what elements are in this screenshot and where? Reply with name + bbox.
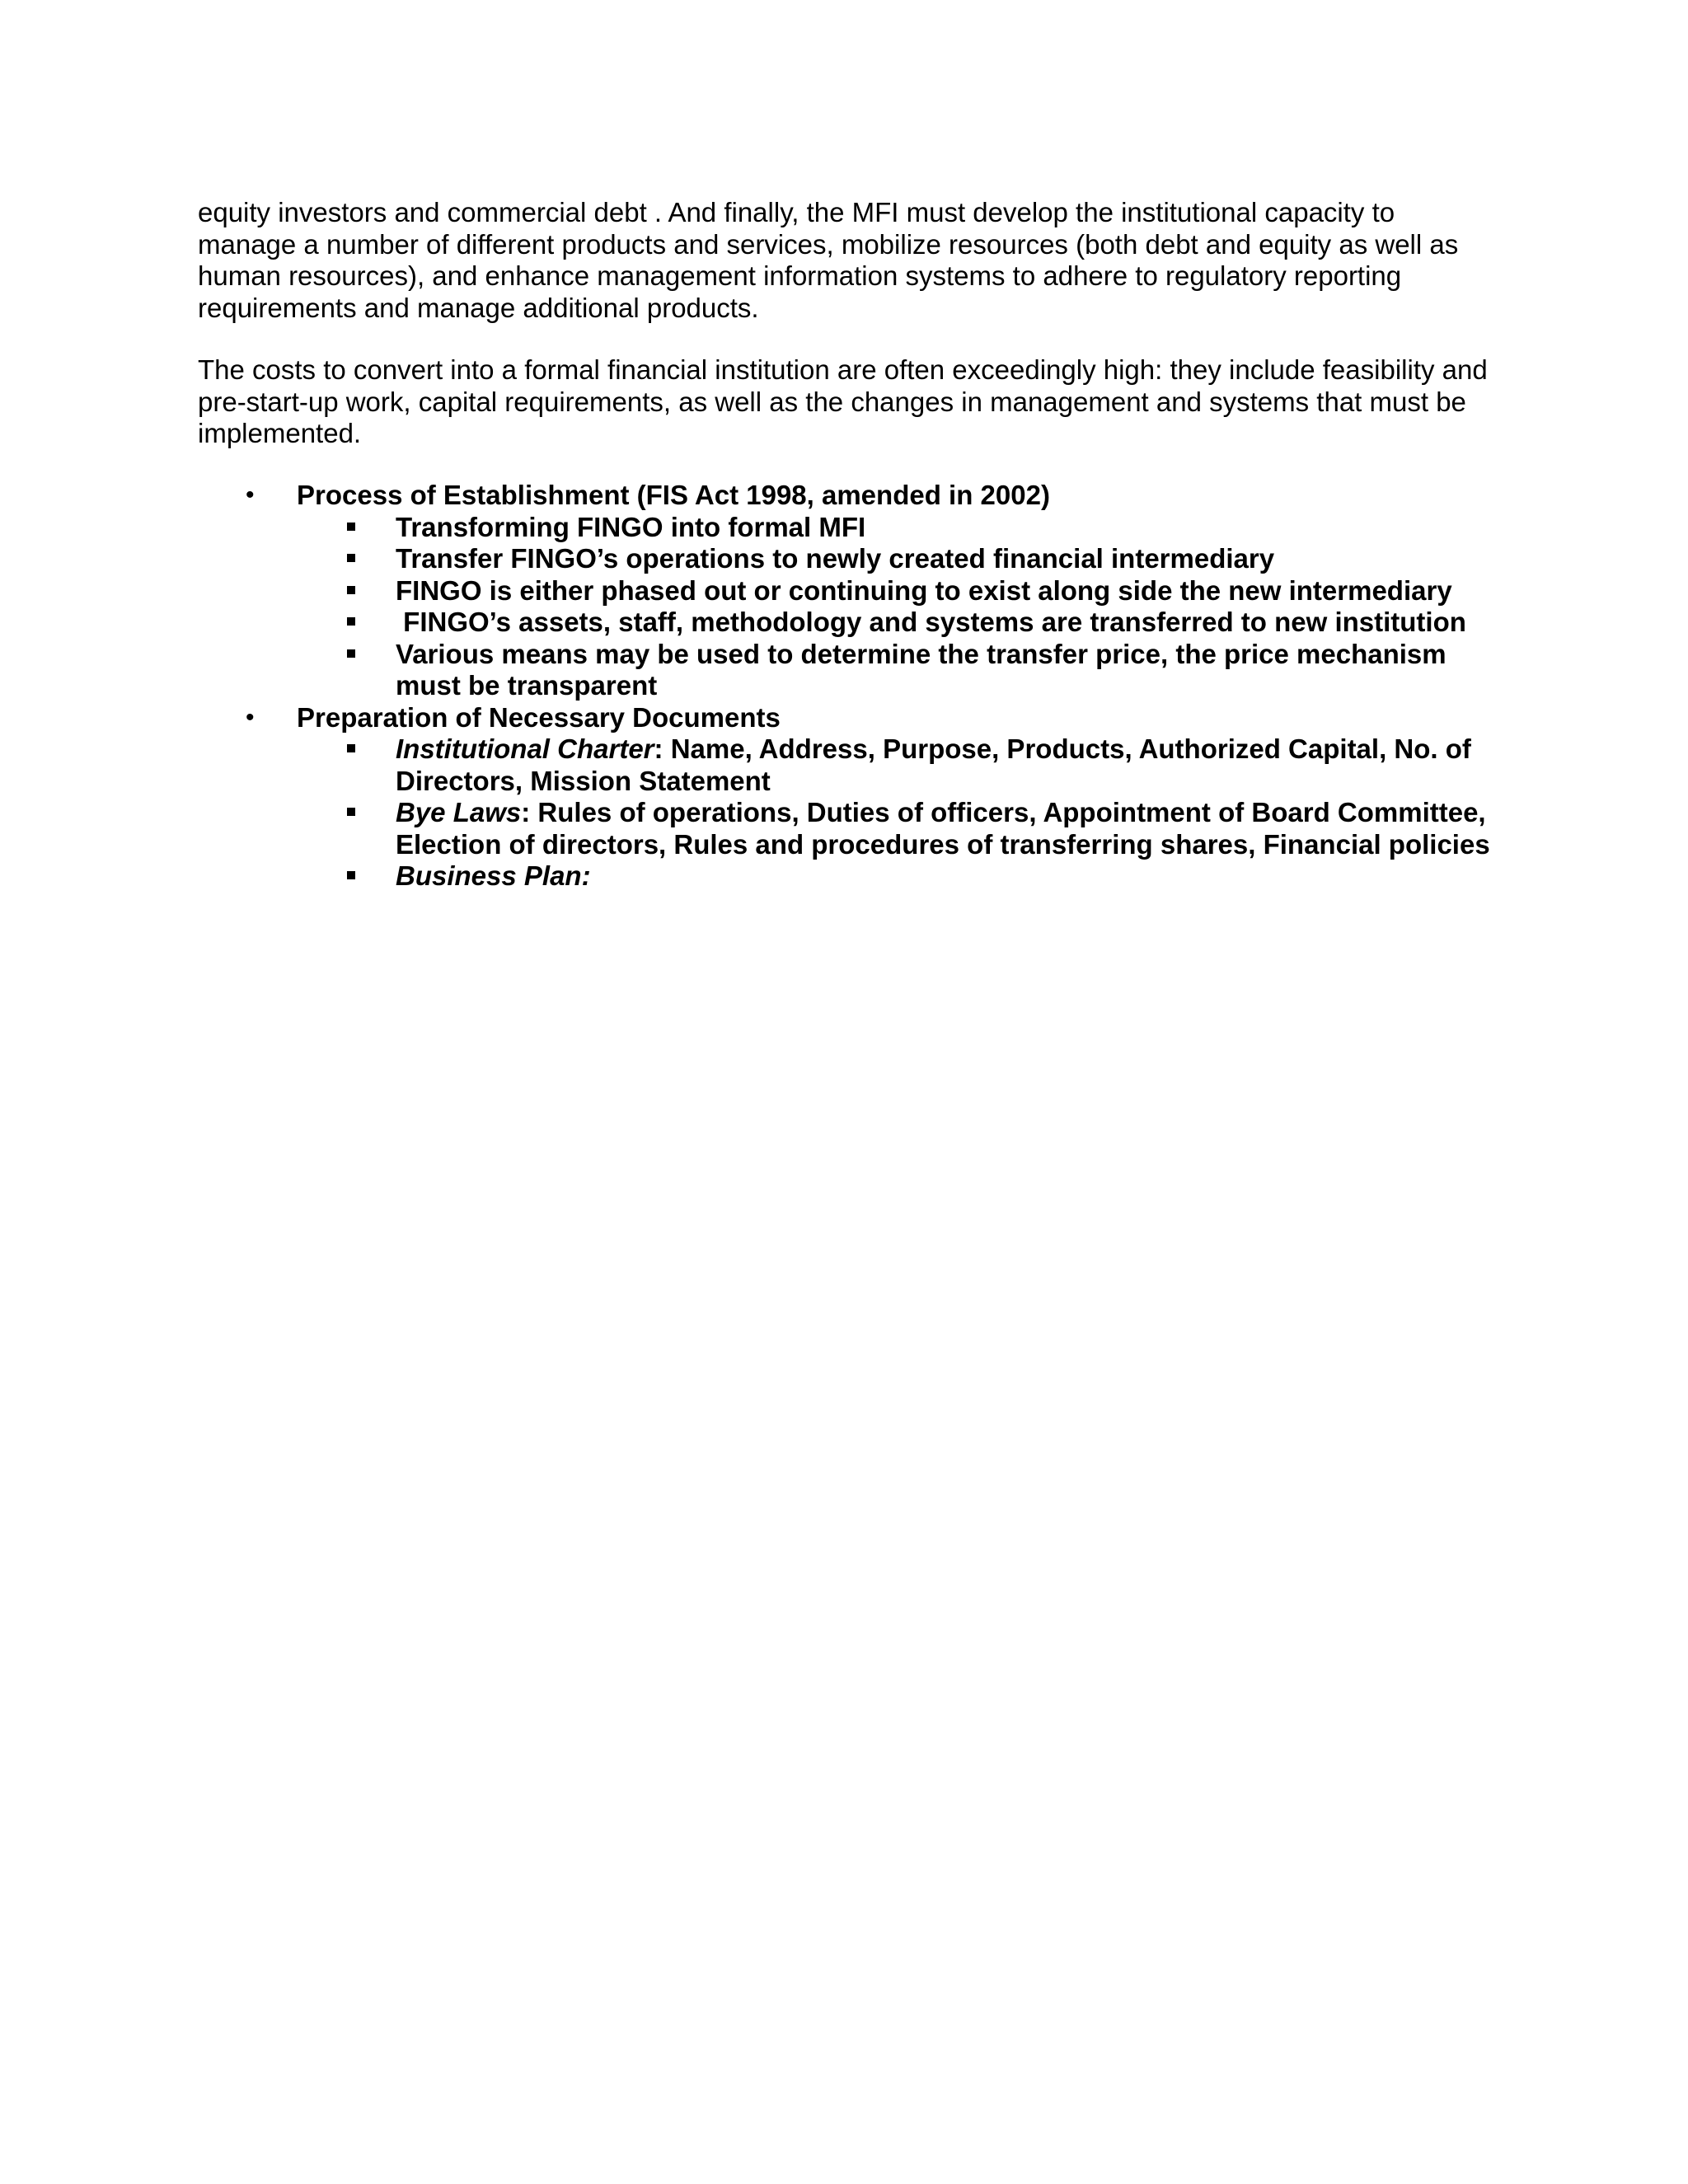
sub-bullet-label: Bye Laws bbox=[396, 797, 522, 827]
bullet-heading: Preparation of Necessary Documents bbox=[297, 701, 781, 733]
square-bullet-icon bbox=[347, 649, 355, 658]
sub-bullet-item bbox=[198, 607, 1517, 639]
bullet-item bbox=[198, 480, 1517, 512]
square-bullet-icon bbox=[347, 871, 355, 879]
body-paragraph: The costs to convert into a formal financial institution are often exceedingly high: they include feasibility and pre-start-up work, capital requirements, as well as the changes in management and systems that must be implemented. bbox=[198, 354, 1488, 448]
sub-bullet-text: Transforming FINGO into formal MFI bbox=[396, 511, 866, 542]
bullet-list bbox=[198, 480, 1517, 893]
body-paragraph: equity investors and commercial debt . And finally, the MFI must develop the institutional capacity to manage a number of different products and services, mobilize resources (both debt and equity as well as human resources), and enhance management information systems to adhere to regulatory reporting requirements and manage additional products. bbox=[198, 197, 1459, 323]
sub-bullet-item bbox=[198, 639, 1517, 702]
sub-bullet-item bbox=[198, 575, 1517, 607]
square-bullet-icon bbox=[347, 808, 355, 816]
sub-bullet-text: Various means may be used to determine the transfer price, the price mechanism must be transparent bbox=[396, 638, 1454, 701]
sub-bullet-item bbox=[198, 733, 1517, 797]
square-bullet-icon bbox=[347, 744, 355, 752]
square-bullet-icon bbox=[347, 617, 355, 626]
sub-bullet-item bbox=[198, 543, 1517, 575]
bullet-item bbox=[198, 702, 1517, 734]
bullet-heading: Process of Establishment (FIS Act 1998, amended in 2002) bbox=[297, 480, 1050, 510]
sub-bullet-item bbox=[198, 512, 1517, 544]
square-bullet-icon bbox=[347, 554, 355, 562]
sub-bullet-text: FINGO’s assets, staff, methodology and systems are transferred to new institution bbox=[396, 607, 1466, 637]
square-bullet-icon bbox=[347, 586, 355, 594]
sub-bullet-item bbox=[198, 797, 1517, 860]
sub-bullet-text: : Name, Address, Purpose, Products, Authorized Capital, No. of Directors, Mission Statement bbox=[396, 733, 1479, 796]
sub-bullet-item bbox=[198, 860, 1517, 893]
sub-bullet-label: Institutional Charter bbox=[396, 733, 654, 764]
bullet-icon: • bbox=[246, 481, 255, 509]
square-bullet-icon bbox=[347, 523, 355, 531]
sub-bullet-label: Business Plan: bbox=[396, 860, 591, 891]
sub-bullet-text: FINGO is either phased out or continuing to exist along side the new intermediary bbox=[396, 574, 1452, 606]
bullet-icon: • bbox=[246, 703, 255, 731]
sub-bullet-text: : Rules of operations, Duties of officers, Appointment of Board Committee, Election of directors, Rules and procedures of transferring shares, Financial policies bbox=[396, 797, 1493, 860]
sub-bullet-text: Transfer FINGO’s operations to newly created financial intermediary bbox=[396, 543, 1275, 574]
